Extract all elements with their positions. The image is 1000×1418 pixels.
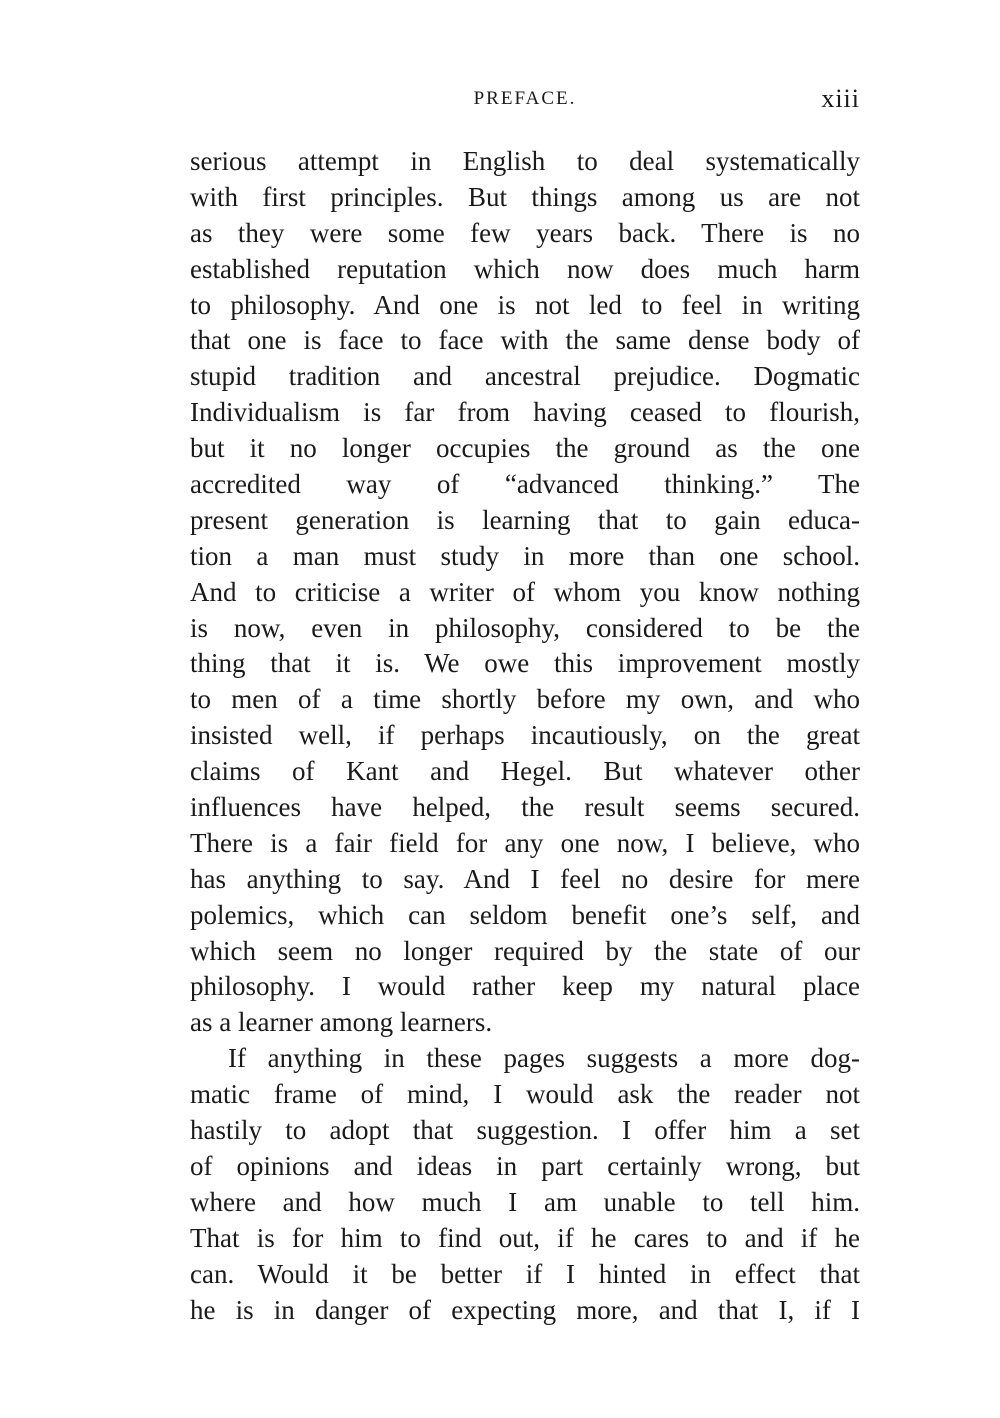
- text-line: matic frame of mind, I would ask the reader not: [190, 1079, 860, 1110]
- text-line: has anything to say. And I feel no desire for mere: [190, 863, 860, 894]
- text-line: influences have helped, the result seems secured.: [190, 792, 860, 823]
- text-line: Individualism is far from having ceased to flourish,: [190, 397, 860, 428]
- text-line: as they were some few years back. There is no: [190, 217, 860, 248]
- text-line: If anything in these pages suggests a more dog-: [228, 1043, 860, 1074]
- text-line: hastily to adopt that suggestion. I offer him a set: [190, 1115, 860, 1146]
- text-line: he is in danger of expecting more, and that I, if I: [190, 1294, 860, 1325]
- text-line: thing that it is. We owe this improvement mostly: [190, 648, 860, 679]
- page-number: xiii: [821, 84, 860, 113]
- text-line: polemics, which can seldom benefit one’s self, and: [190, 899, 860, 930]
- text-line: with first principles. But things among us are not: [190, 181, 860, 212]
- text-line: to philosophy. And one is not led to feel in writing: [190, 289, 860, 320]
- text-line: of opinions and ideas in part certainly wrong, but: [190, 1150, 860, 1181]
- text-line: can. Would it be better if I hinted in effect that: [190, 1258, 860, 1289]
- text-line: accredited way of “advanced thinking.” The: [190, 469, 860, 500]
- running-head-title: PREFACE.: [473, 88, 577, 109]
- text-line: which seem no longer required by the state of our: [190, 935, 860, 966]
- text-line: present generation is learning that to gain educa-: [190, 504, 860, 535]
- paragraph-1: [190, 144, 860, 1041]
- text-line: philosophy. I would rather keep my natural place: [190, 971, 860, 1002]
- text-line: to men of a time shortly before my own, and who: [190, 684, 860, 715]
- text-line: That is for him to find out, if he cares to and if he: [190, 1222, 860, 1253]
- text-line: as a learner among learners.: [190, 1007, 493, 1038]
- text-line: And to criticise a writer of whom you know nothing: [190, 576, 860, 607]
- text-line: stupid tradition and ancestral prejudice. Dogmatic: [190, 361, 860, 392]
- text-line: insisted well, if perhaps incautiously, on the great: [190, 720, 860, 751]
- text-line: tion a man must study in more than one school.: [190, 540, 860, 571]
- body-text: [190, 144, 860, 1328]
- text-line: claims of Kant and Hegel. But whatever other: [190, 756, 860, 787]
- text-line: established reputation which now does much harm: [190, 253, 860, 284]
- text-line: that one is face to face with the same dense body of: [190, 325, 860, 356]
- text-line: where and how much I am unable to tell him.: [190, 1186, 860, 1217]
- running-head: [190, 84, 860, 118]
- text-line: serious attempt in English to deal systematically: [190, 146, 860, 176]
- text-line: but it no longer occupies the ground as the one: [190, 433, 860, 464]
- text-line: is now, even in philosophy, considered to be the: [190, 612, 860, 643]
- paragraph-2: [190, 1041, 860, 1328]
- text-line: There is a fair field for any one now, I believe, who: [190, 827, 860, 858]
